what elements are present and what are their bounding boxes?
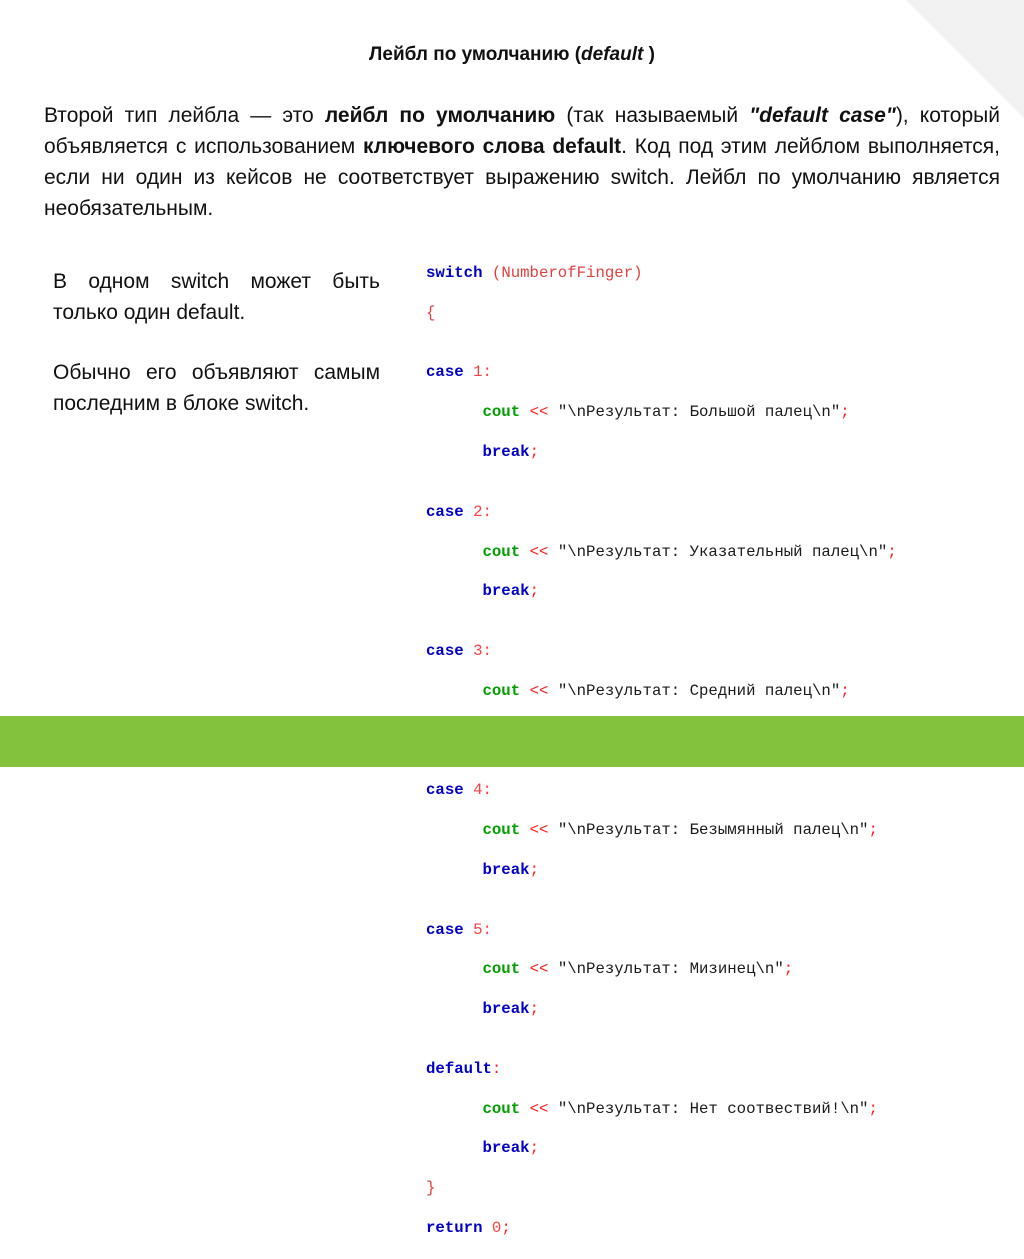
intro-paragraph: Второй тип лейбла — это лейбл по умолчанию (так называемый "default case"), который объявляется с использованием ключевого слова default. Код под этим лейблом выполняется, если ни один из кейсов не соответствует выражению switch. Лейбл по умолчанию является необязательным. <box>44 104 1000 220</box>
code-line-cout-5: cout << "\nРезультат: Мизинец\n"; <box>482 960 794 979</box>
bottom-bar <box>0 716 1024 767</box>
note-default-last: Обычно его объявляют самым последним в блоке switch. <box>53 361 380 415</box>
code-line-cout-3: cout << "\nРезультат: Средний палец\n"; <box>482 681 850 700</box>
slide-title: Лейбл по умолчанию (default ) <box>369 44 655 65</box>
code-line-cout-default: cout << "\nРезультат: Нет соотвествий!\n"; <box>482 1099 878 1118</box>
code-line-break-5: break; <box>482 1000 539 1019</box>
code-line-cout-2: cout << "\nРезультат: Указательный палец\n"; <box>482 542 897 561</box>
code-line-break-1: break; <box>482 443 539 461</box>
code-line-close-brace: } <box>426 1179 436 1198</box>
code-line-cout-1: cout << "\nРезультат: Большой палец\n"; <box>482 403 850 422</box>
code-line-case-1: case 1: <box>426 363 492 382</box>
code-line-default: default: <box>426 1059 502 1078</box>
code-line-case-4: case 4: <box>426 781 492 800</box>
code-line-case-2: case 2: <box>426 502 492 521</box>
code-line-cout-4: cout << "\nРезультат: Безымянный палец\n"; <box>482 821 878 840</box>
code-line-open-brace: { <box>426 303 436 322</box>
note-one-default: В одном switch может быть только один default. <box>53 270 380 324</box>
code-line-break-2: break; <box>482 582 539 601</box>
code-line-case-5: case 5: <box>426 920 492 939</box>
code-line-switch: switch (NumberofFinger) <box>426 263 643 282</box>
code-line-case-3: case 3: <box>426 642 492 660</box>
code-line-break-4: break; <box>482 860 539 879</box>
side-notes <box>53 266 380 448</box>
code-line-break-default: break; <box>482 1139 539 1158</box>
code-line-return: return 0; <box>426 1219 511 1238</box>
